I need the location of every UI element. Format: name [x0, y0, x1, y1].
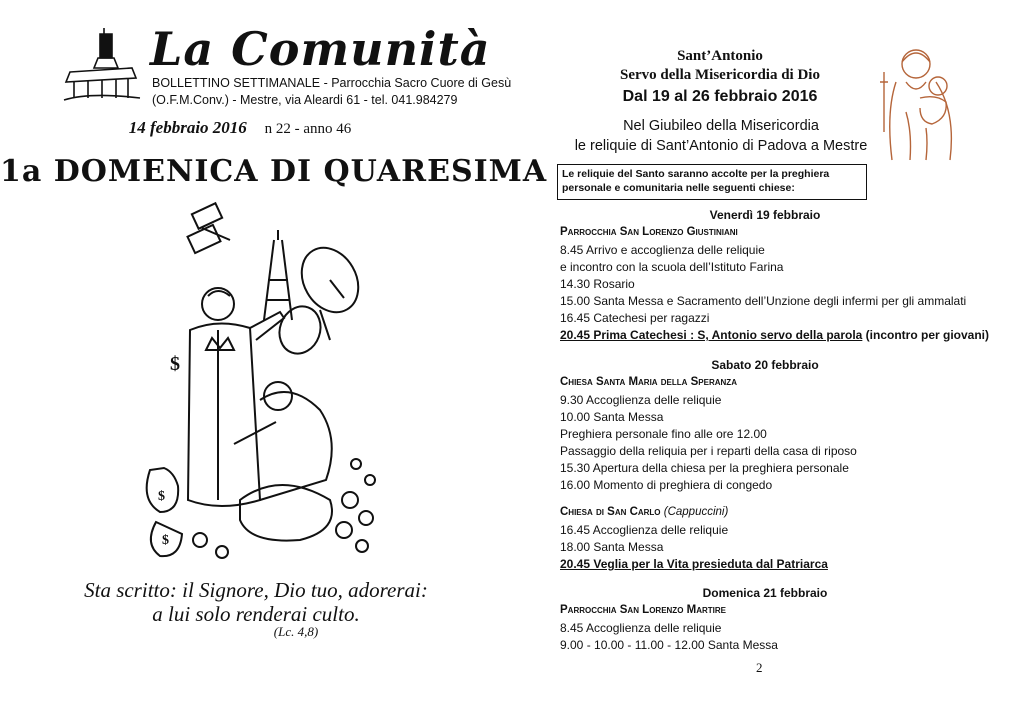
schedule-line: 16.45 Catechesi per ragazzi — [560, 311, 710, 325]
quote-line-2: a lui solo renderai culto. — [152, 602, 360, 626]
schedule-line: 15.30 Apertura della chiesa per la preghiera personale — [560, 461, 849, 475]
schedule-line: 8.45 Accoglienza delle reliquie — [560, 621, 722, 635]
church-san-lorenzo-martire: Parrocchia San Lorenzo Martire — [560, 604, 726, 616]
quote-reference: (Lc. 4,8) — [273, 624, 319, 639]
schedule-line: 16.00 Momento di preghiera di congedo — [560, 478, 773, 492]
church-logo-icon — [60, 28, 142, 106]
issue-year: anno 46 — [303, 121, 352, 137]
schedule-line: 18.00 Santa Messa — [560, 540, 664, 554]
intro-box: Le reliquie del Santo saranno accolte per la preghiera personale e comunitaria nelle seguenti chiese: — [557, 164, 867, 200]
issue-line — [0, 118, 480, 138]
schedule-line: 9.00 - 10.00 - 11.00 - 12.00 Santa Messa — [560, 638, 778, 652]
church-san-carlo-note: (Cappuccini) — [660, 506, 729, 518]
scripture-quote — [0, 578, 512, 626]
church-san-carlo — [560, 506, 728, 518]
highlight-tail: (incontro per giovani) — [862, 328, 990, 342]
svg-text:$: $ — [162, 533, 169, 548]
church-san-lorenzo-giustiniani: Parrocchia San Lorenzo Giustiniani — [560, 226, 738, 238]
church-santa-maria-speranza: Chiesa Santa Maria della Speranza — [560, 376, 737, 388]
sunday-title: 1a DOMENICA DI QUARESIMA — [0, 154, 548, 189]
issue-date: 14 febbraio 2016 — [128, 118, 247, 137]
right-heading-2: Servo della Misericordia di Dio — [620, 67, 820, 83]
masthead-title: La Comunità — [150, 22, 491, 76]
page-number: 2 — [756, 660, 763, 675]
schedule-line: 9.30 Accoglienza delle reliquie — [560, 393, 722, 407]
jubilee-line-1: Nel Giubileo della Misericordia — [623, 118, 819, 134]
masthead-address: (O.F.M.Conv.) - Mestre, via Aleardi 61 - tel. 041.984279 — [152, 93, 458, 107]
svg-text:$: $ — [158, 489, 165, 504]
day-heading-sunday: Domenica 21 febbraio — [702, 586, 828, 600]
svg-text:$: $ — [170, 353, 180, 375]
priest-illustration-icon — [130, 200, 390, 570]
right-heading-3: Dal 19 al 26 febbraio 2016 — [622, 88, 818, 105]
schedule-line: 16.45 Accoglienza delle reliquie — [560, 523, 729, 537]
schedule-line: Preghiera personale fino alle ore 12.00 — [560, 427, 767, 441]
highlight-line-catechesis — [560, 328, 989, 342]
schedule-line: Passaggio della reliquia per i reparti della casa di riposo — [560, 444, 857, 458]
day-heading-saturday: Sabato 20 febbraio — [711, 358, 819, 372]
day-heading-friday: Venerdì 19 febbraio — [709, 208, 821, 222]
masthead-subtitle: BOLLETTINO SETTIMANALE - Parrocchia Sacro Cuore di Gesù — [152, 76, 512, 90]
schedule-line: 10.00 Santa Messa — [560, 410, 664, 424]
right-heading-1: Sant’Antonio — [677, 48, 763, 64]
saint-anthony-sketch-icon — [876, 42, 962, 162]
church-san-carlo-name: Chiesa di San Carlo — [560, 506, 661, 518]
jubilee-line-2: le reliquie di Sant’Antonio di Padova a Mestre — [574, 138, 868, 154]
quote-line-1: Sta scritto: il Signore, Dio tuo, adorerai: — [84, 578, 428, 602]
schedule-line: 14.30 Rosario — [560, 277, 635, 291]
schedule-line: 8.45 Arrivo e accoglienza delle reliquie — [560, 243, 765, 257]
issue-number: n 22 - — [264, 121, 300, 137]
schedule-line: 15.00 Santa Messa e Sacramento dell’Unzione degli infermi per gli ammalati — [560, 294, 967, 308]
highlight-line-vigil — [560, 557, 828, 571]
highlight-vigil: 20.45 Veglia per la Vita presieduta dal Patriarca — [560, 557, 828, 571]
highlight-main: 20.45 Prima Catechesi : S, Antonio servo della parola — [560, 328, 863, 342]
schedule-line: e incontro con la scuola dell’Istituto Farina — [560, 260, 784, 274]
